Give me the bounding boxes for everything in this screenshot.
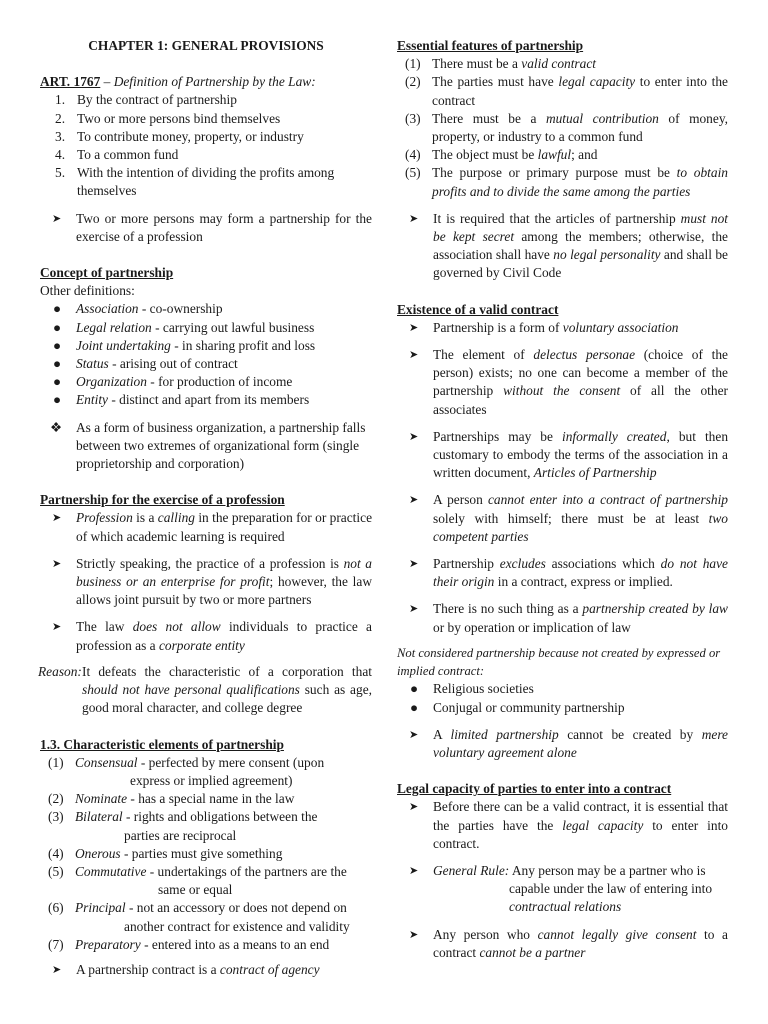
characteristics-list [40,754,372,954]
item-number: 1. [55,92,66,108]
item-number: 5. [55,165,66,181]
list-item [397,110,728,146]
arrow-icon: ➤ [409,928,419,941]
text: There is no such thing as a [433,601,583,617]
text: parties are reciprocal [124,827,237,843]
term: Organization [76,374,147,390]
item-number: (6) [48,900,64,916]
bullet-icon: ● [53,356,62,372]
list-item [397,798,728,853]
list-item [397,73,728,109]
term: Preparatory [75,936,141,952]
list-item [397,146,728,164]
term: legal capacity [558,74,636,90]
characteristics-heading: 1.3. Characteristic elements of partnership [40,736,284,752]
text: is a [132,510,158,526]
capacity-heading: Legal capacity of parties to enter into a contract [397,781,672,797]
text: There must be a [432,110,546,126]
essential-features-heading: Essential features of partnership [397,38,584,53]
term: excludes [499,556,546,572]
term: contractual relations [509,899,622,915]
text: and shall be governed by Civil Code [433,247,728,281]
text: A person [433,492,488,508]
arrow-icon: ➤ [52,512,62,525]
text: same or equal [158,882,233,898]
item-number: 2. [55,110,66,126]
term: no legal personality [553,247,661,263]
text: ; and [571,147,598,163]
term: Legal relation [76,319,152,335]
list-item [40,210,372,246]
list-item [397,926,728,962]
text: - for production of income [146,374,293,390]
list-item [397,164,728,200]
list-item [40,146,372,164]
term: delectus personae [533,347,636,363]
list-item [397,319,728,337]
text: The purpose or primary purpose must be [432,165,677,181]
term: valid contract [521,56,596,72]
term: Profession [76,510,133,526]
text: Strictly speaking, the practice of a profession is [76,555,344,571]
text: another contract for existence and validity [124,918,350,934]
existence-heading: Existence of a valid contract [397,301,559,317]
item-number: (4) [48,845,64,861]
bullet-icon: ● [53,392,62,408]
list-item [40,808,372,844]
profession-heading: Partnership for the exercise of a profession [40,492,285,508]
text: - not an accessory or does not depend on [125,900,347,916]
text: - has a special name in the law [127,791,295,807]
text: By the contract of partnership [77,92,237,108]
list-item [40,618,372,654]
text: - rights and obligations between the [122,809,318,825]
arrow-icon: ➤ [52,621,62,634]
text: There must be a [432,56,522,72]
item-number: (1) [405,56,421,72]
text: of all the other associates [433,383,728,417]
list-item [40,355,372,373]
list-item [40,110,372,128]
list-item [397,600,728,636]
text: express or implied agreement) [130,772,293,788]
text: of money, property, or industry to a common fund [432,110,728,145]
list-item [40,128,372,146]
profession-list [40,509,372,654]
capacity-list [397,798,728,853]
list-item [40,319,372,337]
reason-paragraph [40,663,372,718]
not-considered-list [397,680,728,716]
text: The element of [433,347,534,363]
list-item [40,391,372,409]
text: capable under the law of entering into [509,881,713,897]
text: Partnership [433,556,500,572]
bullet-icon: ● [53,337,62,353]
text: to a contract [433,926,728,960]
term: Joint undertaking [76,337,171,353]
text: Any person may be a partner who is [509,862,706,878]
term: cannot be a partner [479,944,586,960]
text: Partnership is a form of [433,319,563,335]
text: A partnership contract is a [76,961,220,977]
text: among the members; otherwise, the association shall have [433,229,728,263]
term: Onerous [75,845,121,861]
text: , but then customary to embody the terms of the association in a written document, [433,428,729,481]
bullet-icon: ● [410,681,419,697]
text: It is required that the articles of partnership [433,210,681,226]
term: does not allow [132,619,221,635]
list-item [397,699,728,717]
arrow-icon: ➤ [409,603,419,616]
text: To a common fund [77,147,179,163]
item-number: (3) [48,809,64,825]
list-item [40,754,372,790]
item-number: 4. [55,147,66,163]
term: should not have personal qualifications [82,682,300,698]
text: The law [76,619,133,635]
list-item [40,419,372,474]
term: lawful [537,147,572,163]
item-number: (1) [48,754,64,770]
text: With the intention of dividing the profits among themselves [77,165,335,199]
text: to enter into the contract [432,74,728,108]
bullet-icon: ● [53,374,62,390]
list-item [397,346,728,419]
arrow-icon: ➤ [409,349,419,362]
term: contract of agency [219,961,320,977]
text: individuals to practice a profession as a [76,619,372,653]
reason-label: Reason: [38,663,82,679]
art-title: Definition of Partnership by the Law: [113,74,316,90]
item-number: (7) [48,936,64,952]
item-number: (5) [48,863,64,879]
text: - perfected by mere consent (upon [137,754,325,770]
list-item [40,91,372,109]
concept-heading: Concept of partnership [40,265,174,281]
text: - carrying out lawful business [151,319,315,335]
term: Nominate [75,791,128,807]
list-item [40,300,372,318]
art-dash: – [100,74,114,90]
text: - distinct and apart from its members [107,392,310,408]
term: corporate entity [158,637,245,653]
text: Two or more persons bind themselves [77,110,281,126]
limited-list [397,726,728,762]
secret-list [397,210,728,283]
text: or by operation or implication of law [433,619,631,635]
agency-list [40,961,372,979]
list-item [397,680,728,698]
arrow-icon: ➤ [52,557,62,570]
general-rule-label: General Rule: [433,862,510,878]
text: - entered into as a means to an end [140,936,330,952]
left-column [40,37,372,979]
right-column [397,37,728,962]
text: to enter into contract. [433,817,728,851]
text: in the preparation for or practice of which academic learning is required [76,510,373,544]
list-item [40,936,372,954]
term: Articles of Partnership [533,465,657,481]
term: do not have their origin [433,556,729,590]
arrow-icon: ➤ [409,728,419,741]
capacity-list-2 [397,926,728,962]
arrow-icon: ➤ [409,430,419,443]
text: Religious societies [433,681,534,697]
term: Consensual [75,754,138,770]
arrow-icon: ➤ [409,864,419,877]
text: - in sharing profit and loss [170,337,316,353]
bullet-icon: ● [53,301,62,317]
text: cannot be created by [558,726,702,742]
bullet-icon: ● [410,699,419,715]
definitions-list [40,300,372,409]
text: A [433,726,451,742]
term: without the consent [503,383,621,399]
general-rule [397,862,728,917]
text: in a contract, express or implied. [494,574,673,590]
term: Association [76,301,139,317]
text: The parties must have [432,74,559,90]
not-considered-note: Not considered partnership because not created by expressed or implied contract: [397,645,721,679]
list-item [397,555,728,591]
list-item [40,337,372,355]
term: two competent parties [433,510,728,544]
bullet-icon: ● [53,319,62,335]
text: Partnerships may be [433,428,562,444]
art-number: ART. 1767 [40,74,101,90]
diamond-icon: ❖ [50,419,63,435]
item-number: 3. [55,128,66,144]
list-item [40,845,372,863]
list-item [40,164,372,200]
arrow-icon: ➤ [409,321,419,334]
term: to obtain profits and to divide the same among the parties [432,165,728,199]
list-item [397,428,728,483]
text: The object must be [432,147,538,163]
item-number: (2) [405,74,421,90]
art-arrow-text: Two or more persons may form a partnership for the exercise of a profession [76,210,372,244]
term: limited partnership [450,726,559,742]
list-item [40,961,372,979]
list-item [40,863,372,899]
term: informally created [561,428,667,444]
list-item [40,373,372,391]
term: mere voluntary agreement alone [433,726,728,760]
item-number: (5) [405,165,421,181]
text: associations which [545,556,661,572]
arrow-icon: ➤ [52,212,62,225]
term: not a business or an enterprise for profit [76,555,373,590]
business-org-note: As a form of business organization, a partnership falls between two extremes of organizational form (single proprietorship and corporation) [76,419,366,472]
term: mutual contribution [545,110,659,126]
list-item [397,210,728,283]
existence-list [397,319,728,637]
term: cannot legally give consent [537,926,697,942]
arrow-icon: ➤ [409,801,419,814]
term: partnership created by law [582,601,728,617]
text: (choice of the person) exists; no one can become a member of the partnership [433,347,728,399]
term: Bilateral [75,809,123,825]
list-item [40,790,372,808]
text: Before there can be a valid contract, it is essential that the parties have the [433,799,728,833]
list-item [397,726,728,762]
text: To contribute money, property, or industry [77,128,304,144]
term: Entity [76,392,108,408]
list-item [397,491,728,546]
list-item [397,55,728,73]
term: must not be kept secret [433,210,728,245]
text: Conjugal or community partnership [433,699,625,715]
list-item [40,509,372,545]
term: Commutative [75,863,147,879]
list-item [40,555,372,610]
text: - undertakings of the partners are the [146,863,347,879]
term: cannot enter into a contract of partnership [487,492,728,508]
art-items [40,91,372,200]
text: It defeats the characteristic of a corporation that [82,663,372,679]
chapter-title: CHAPTER 1: GENERAL PROVISIONS [88,38,324,53]
art-1767-heading [40,73,372,91]
term: calling [157,510,195,526]
term: legal capacity [562,817,644,833]
item-number: (4) [405,147,421,163]
other-definitions-label: Other definitions: [40,283,135,299]
item-number: (2) [48,791,64,807]
business-org-note-list [40,419,372,474]
term: voluntary association [562,319,679,335]
essential-features-list [397,55,728,201]
text: such as age, good moral character, and college degree [82,682,372,716]
text: ; however, the law allows joint pursuit by two or more partners [76,574,373,608]
arrow-icon: ➤ [409,558,419,571]
term: Principal [75,900,126,916]
art-arrow-list [40,210,372,246]
text: - parties must give something [120,845,283,861]
arrow-icon: ➤ [52,963,62,976]
text: solely with himself; there must be at least [433,510,709,526]
list-item [40,899,372,935]
arrow-icon: ➤ [409,494,419,507]
text: - co-ownership [138,301,223,317]
item-number: (3) [405,110,421,126]
arrow-icon: ➤ [409,212,419,225]
term: Status [76,356,109,372]
text: - arising out of contract [108,356,238,372]
text: Any person who [433,926,538,942]
